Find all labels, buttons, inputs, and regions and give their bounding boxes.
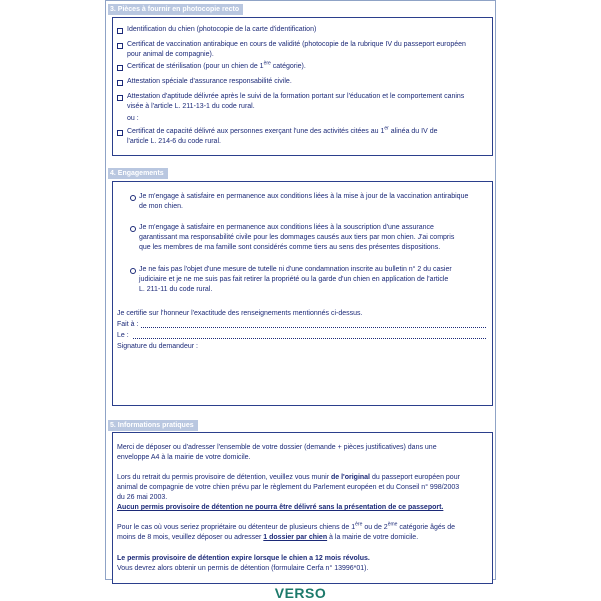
info-p2-l3: du 26 mai 2003.	[117, 494, 168, 501]
item-assurance: Attestation spéciale d'assurance responsabilité civile.	[127, 78, 292, 85]
engagement-3-l1: Je ne fais pas l'objet d'une mesure de tutelle ni d'une condamnation inscrite au bulletin n° 2 du casier	[139, 266, 452, 273]
info-p2-warning: Aucun permis provisoire de détention ne pourra être délivré sans la présentation de ce passeport.	[117, 504, 444, 511]
signature-area[interactable]	[117, 355, 487, 400]
engagement-2-l3: que les membres de ma famille sont considérés comme tiers au sens des présentes dispositions.	[139, 244, 441, 251]
engagement-2-l1: Je m'engage à satisfaire en permanence aux conditions liées à la souscription d'une assurance	[139, 224, 434, 231]
info-p4-l2: Vous devrez alors obtenir un permis de détention (formulaire Cerfa n° 13996*01).	[117, 565, 369, 572]
item-capacite-l2: l'article L. 214-6 du code rural.	[127, 138, 221, 145]
section-5-title: 5. Informations pratiques	[108, 420, 198, 431]
section-3-title: 3. Pièces à fournir en photocopie recto	[108, 4, 243, 15]
fait-input-line[interactable]	[141, 327, 486, 328]
radio-tutelle[interactable]	[130, 268, 136, 274]
section-4-title: 4. Engagements	[108, 168, 168, 179]
engagement-1-l1: Je m'engage à satisfaire en permanence aux conditions liées à la mise à jour de la vaccination antirabique	[139, 193, 469, 200]
item-attestation-l1: Attestation d'aptitude délivrée après le suivi de la formation portant sur l'éducation et le comportement canins	[127, 93, 465, 100]
radio-vaccination[interactable]	[130, 195, 136, 201]
le-label: Le :	[117, 332, 129, 339]
checkbox-vaccination[interactable]	[117, 43, 123, 49]
info-p3-l2: moins de 8 mois, veuillez déposer ou adresser 1 dossier par chien à la mairie de votre domicile.	[117, 534, 419, 541]
certify-text: Je certifie sur l'honneur l'exactitude des renseignements mentionnés ci-dessus.	[117, 310, 363, 317]
info-p2-l2: animal de compagnie de votre chien prévu par le règlement du Parlement européen et du Conseil n° 998/2003	[117, 484, 460, 491]
checkbox-sterilisation[interactable]	[117, 65, 123, 71]
radio-assurance[interactable]	[130, 226, 136, 232]
engagement-1-l2: de mon chien.	[139, 203, 183, 210]
checkbox-assurance[interactable]	[117, 80, 123, 86]
engagement-3-l2: judiciaire et je ne me suis pas fait retirer la propriété ou la garde d'un chien en application de l'article	[139, 276, 449, 283]
info-p3-l1: Pour le cas où vous seriez propriétaire ou détenteur de plusieurs chiens de 1ère ou de 2ème catégorie âgés de	[117, 521, 456, 531]
item-vaccination-l1: Certificat de vaccination antirabique en cours de validité (photocopie de la rubrique IV du passeport européen	[127, 41, 466, 48]
info-p1-l2: enveloppe A4 à la mairie de votre domicile.	[117, 454, 251, 461]
checkbox-attestation[interactable]	[117, 95, 123, 101]
signature-label: Signature du demandeur :	[117, 343, 198, 350]
checkbox-identification[interactable]	[117, 28, 123, 34]
checkbox-certificat-capacite[interactable]	[117, 130, 123, 136]
item-identification: Identification du chien (photocopie de la carte d'identification)	[127, 26, 317, 33]
item-vaccination-l2: pour animal de compagnie).	[127, 51, 214, 58]
item-capacite-l1: Certificat de capacité délivré aux personnes exerçant l'une des activités citées au 1er alinéa du IV de	[127, 125, 438, 135]
item-sterilisation: Certificat de stérilisation (pour un chien de 1ère catégorie).	[127, 60, 306, 70]
info-p2-l1: Lors du retrait du permis provisoire de détention, veuillez vous munir de l'original du passeport européen pour	[117, 474, 460, 481]
item-attestation-l2: visée à l'article L. 211-13-1 du code rural.	[127, 103, 255, 110]
info-p4-l1: Le permis provisoire de détention expire lorsque le chien a 12 mois révolus.	[117, 555, 370, 562]
info-p1-l1: Merci de déposer ou d'adresser l'ensemble de votre dossier (demande + pièces justificatives) dans une	[117, 444, 437, 451]
verso-label: VERSO	[274, 585, 327, 601]
engagement-3-l3: L. 211-11 du code rural.	[139, 286, 213, 293]
fait-label: Fait à :	[117, 321, 139, 328]
item-ou: ou :	[127, 115, 139, 122]
le-input-line[interactable]	[133, 338, 486, 339]
engagement-2-l2: garantissant ma responsabilité civile pour les dommages causés aux tiers par mon chien. J'ai compris	[139, 234, 455, 241]
